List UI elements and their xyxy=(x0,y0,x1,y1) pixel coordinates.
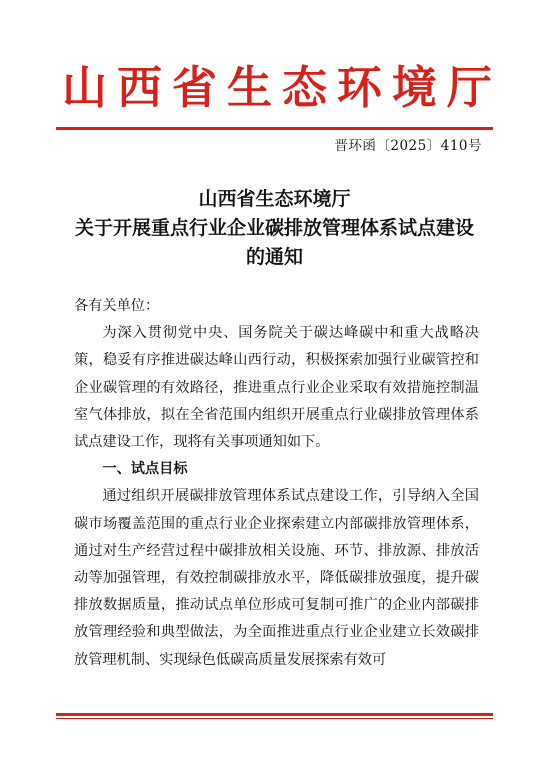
masthead-char: 厅 xyxy=(446,61,492,114)
title-line-1: 山西省生态环境厅 xyxy=(198,188,351,210)
masthead-red-rule xyxy=(56,127,493,130)
title-line-2: 关于开展重点行业企业碳排放管理体系试点建设 xyxy=(74,217,474,239)
title-line-3: 的通知 xyxy=(245,246,303,268)
salutation: 各有关单位： xyxy=(74,298,160,314)
masthead-char: 省 xyxy=(171,61,217,114)
intro-paragraph: 为深入贯彻党中央、国务院关于碳达峰碳中和重大战略决策，稳妥有序推进碳达峰山西行动，积极探索加强行业碳管控和企业碳管理的有效路径，推进重点行业企业采取有效措施控制温室气体排放，拟在全省范围内组织开展重点行业碳排放管理体系试点建设工作，现将有关事项通知如下。 xyxy=(74,325,479,451)
footer-red-rule-thin xyxy=(56,718,493,719)
section-1-paragraph: 通过组织开展碳排放管理体系试点建设工作，引导纳入全国碳市场覆盖范围的重点行业企业探索建立内部碳排放管理体系，通过对生产经营过程中碳排放相关设施、环节、排放源、排放活动等加强管理，有效控制碳排放水平，降低碳排放强度，提升碳排放数据质量，推动试点单位形成可复制可推广的企业内部碳排放管理经验和典型做法，为全面推进重点行业企业建立长效碳排放管理机制、实现绿色低碳高质量发展探索有效可 xyxy=(74,488,479,668)
document-number: 晋环函〔2025〕410号 xyxy=(334,138,482,154)
document-body xyxy=(74,293,479,674)
masthead-char: 境 xyxy=(391,61,437,114)
document-title xyxy=(56,185,493,272)
footer-red-rule-thick xyxy=(56,713,493,716)
masthead-char: 态 xyxy=(281,61,327,114)
masthead-char: 西 xyxy=(116,61,162,114)
section-heading-1: 一、试点目标 xyxy=(102,461,188,478)
masthead-char: 山 xyxy=(62,61,108,114)
masthead xyxy=(62,58,492,118)
masthead-char: 生 xyxy=(226,61,272,114)
masthead-char: 环 xyxy=(336,61,382,114)
